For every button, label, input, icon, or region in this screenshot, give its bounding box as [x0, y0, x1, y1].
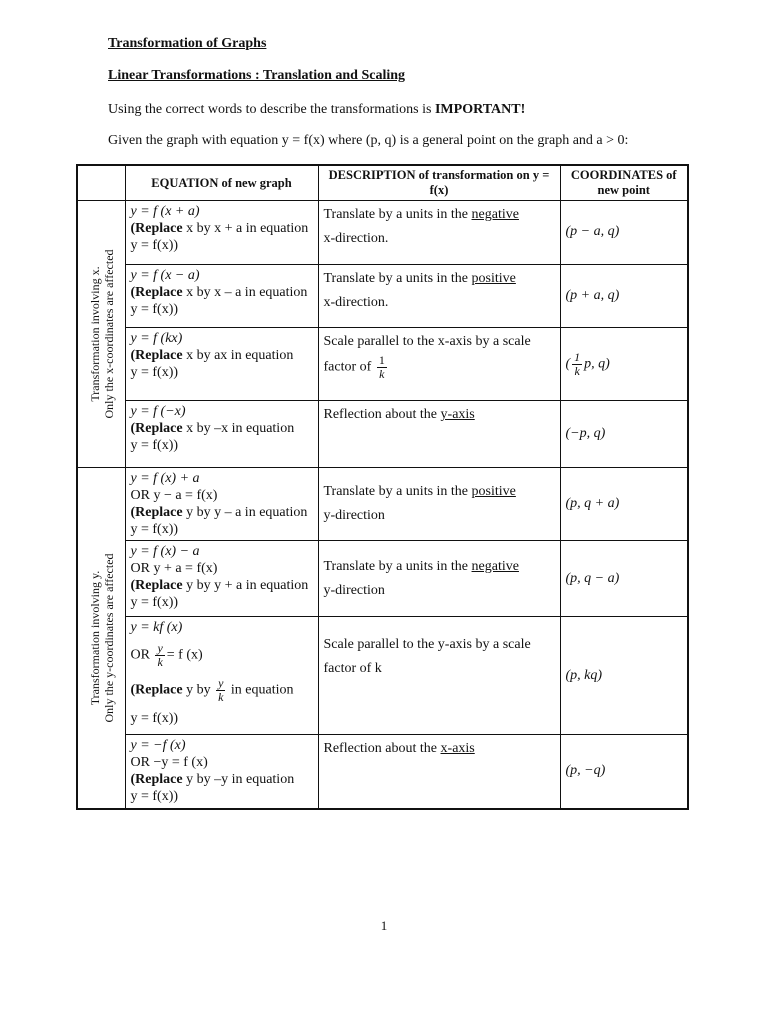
desc-direction: positive — [471, 484, 516, 499]
replace-label: (Replace — [130, 772, 183, 787]
transformations-table — [76, 164, 689, 810]
replace-text: y by y – a in equation — [182, 505, 308, 520]
description-cell — [318, 541, 560, 617]
replace-text: x by x – a in equation — [182, 284, 308, 300]
replace-label: (Replace — [130, 221, 183, 236]
description-cell — [318, 201, 560, 265]
equation-tail: y = f(x)) — [130, 522, 179, 537]
desc-axis: x-direction. — [323, 294, 389, 310]
group-y-line2: Only the y-coordinates are affected — [102, 553, 116, 723]
equation-tail: y = f(x)) — [130, 711, 179, 726]
equation-or-rest: = f (x) — [166, 647, 203, 663]
desc-factor: factor of k — [323, 661, 382, 676]
frac-denominator: k — [218, 690, 224, 704]
replace-label: (Replace — [130, 505, 183, 520]
equation-main: y = −f (x) — [130, 738, 186, 753]
equation-tail: y = f(x)) — [130, 789, 179, 804]
table-row — [77, 401, 688, 468]
header-coordinates: COORDINATES of new point — [560, 165, 688, 201]
fraction-one-over-k — [377, 354, 387, 381]
desc-axis: x-axis — [440, 741, 475, 756]
desc-text: Translate by a units in the — [323, 207, 472, 222]
frac-denominator: k — [379, 367, 385, 382]
header-blank — [77, 165, 125, 201]
equation-tail: y = f(x)) — [130, 438, 179, 454]
equation-tail: y = f(x)) — [130, 238, 179, 253]
intro-important: IMPORTANT! — [434, 102, 526, 117]
group-y-label — [77, 468, 125, 809]
replace-text: x by x + a in equation — [182, 221, 309, 236]
coordinate-cell: (−p, q) — [560, 401, 688, 468]
header-row — [77, 165, 688, 201]
equation-tail: y = f(x)) — [130, 365, 179, 381]
equation-tail: y = f(x)) — [130, 595, 179, 610]
document-title: Transformation of Graphs — [108, 36, 267, 51]
coordinate-cell: (p, q − a) — [560, 541, 688, 617]
coord-frac-denominator: k — [574, 363, 580, 378]
intro-text: Using the correct words to describe the transformations is — [108, 102, 435, 117]
replace-label: (Replace — [130, 348, 183, 364]
coordinate-cell: (p, q + a) — [560, 468, 688, 541]
description-cell — [318, 328, 560, 401]
equation-cell — [125, 264, 318, 328]
equation-main: y = f (−x) — [130, 404, 186, 420]
equation-or: OR y − a = f(x) — [130, 488, 218, 503]
replace-text: in equation — [227, 682, 294, 698]
table-row — [77, 617, 688, 735]
frac-numerator: y — [157, 641, 163, 655]
group-y-line1: Transformation involving y. — [88, 570, 102, 705]
equation-or: OR y + a = f(x) — [130, 561, 218, 576]
coord-fraction — [572, 351, 582, 378]
description-cell — [318, 735, 560, 809]
equation-main: y = f (kx) — [130, 331, 183, 347]
equation-cell — [125, 201, 318, 265]
coordinate-cell — [560, 328, 688, 401]
equation-cell — [125, 468, 318, 541]
equation-or: OR −y = f (x) — [130, 755, 208, 770]
given-paragraph: Given the graph with equation y = f(x) where (p, q) is a general point on the graph and a > 0: — [108, 133, 629, 148]
replace-text: x by –x in equation — [182, 421, 295, 437]
equation-cell — [125, 735, 318, 809]
replace-label: (Replace — [130, 682, 183, 698]
table-row — [77, 201, 688, 265]
replace-label: (Replace — [130, 421, 183, 437]
group-x-line1: Transformation involving x. — [88, 266, 102, 402]
equation-cell — [125, 328, 318, 401]
desc-axis: y-axis — [440, 407, 475, 423]
equation-cell — [125, 401, 318, 468]
equation-cell — [125, 617, 318, 735]
coordinate-cell: (p + a, q) — [560, 264, 688, 328]
replace-text: x by ax in equation — [182, 348, 294, 364]
desc-text: Reflection about the — [323, 741, 441, 756]
group-x-line2: Only the x-coordinates are affected — [102, 249, 116, 419]
description-cell — [318, 264, 560, 328]
replace-label: (Replace — [130, 578, 183, 593]
table-row — [77, 328, 688, 401]
description-cell — [318, 401, 560, 468]
coord-open: ( — [565, 356, 571, 372]
header-equation: EQUATION of new graph — [125, 165, 318, 201]
equation-cell — [125, 541, 318, 617]
header-description: DESCRIPTION of transformation on y = f(x) — [318, 165, 560, 201]
frac-numerator: 1 — [378, 353, 385, 368]
coord-rest: p, q) — [584, 356, 610, 372]
coord-frac-numerator: 1 — [574, 349, 581, 364]
fraction-y-over-k — [155, 642, 164, 669]
table-row — [77, 735, 688, 809]
intro-paragraph — [108, 102, 525, 118]
desc-direction: negative — [471, 558, 519, 574]
equation-main: y = f (x + a) — [130, 204, 200, 219]
desc-axis: y-direction — [323, 508, 385, 523]
group-x-label — [77, 201, 125, 468]
desc-axis: y-direction — [323, 582, 385, 598]
desc-factor: factor of — [323, 360, 372, 376]
coordinate-cell: (p, kq) — [560, 617, 688, 735]
equation-or-label: OR — [130, 647, 150, 663]
replace-text: y by –y in equation — [182, 772, 295, 787]
replace-text: y by y + a in equation — [182, 578, 309, 593]
replace-fraction — [216, 677, 225, 704]
desc-text: Translate by a units in the — [323, 558, 472, 574]
replace-label: (Replace — [130, 284, 183, 300]
coordinate-cell: (p, −q) — [560, 735, 688, 809]
desc-text: Translate by a units in the — [323, 270, 472, 286]
frac-numerator: y — [218, 676, 224, 690]
desc-text: Translate by a units in the — [323, 484, 472, 499]
page-number: 1 — [380, 918, 388, 933]
equation-main: y = f (x − a) — [130, 267, 200, 283]
desc-direction: negative — [471, 207, 519, 222]
desc-text: Scale parallel to the y-axis by a scale — [323, 637, 531, 652]
desc-text: Reflection about the — [323, 407, 441, 423]
table-row — [77, 264, 688, 328]
equation-main: y = kf (x) — [130, 620, 183, 635]
desc-axis: x-direction. — [323, 231, 389, 246]
frac-denominator: k — [157, 655, 163, 669]
equation-main: y = f (x) − a — [130, 544, 200, 559]
description-cell — [318, 617, 560, 735]
table-row — [77, 468, 688, 541]
table-row — [77, 541, 688, 617]
document-subtitle: Linear Transformations : Translation and Scaling — [108, 68, 406, 83]
desc-direction: positive — [471, 270, 516, 286]
coordinate-cell: (p − a, q) — [560, 201, 688, 265]
equation-main: y = f (x) + a — [130, 471, 200, 486]
desc-text: Scale parallel to the x-axis by a scale — [323, 334, 531, 350]
replace-mid: y by — [182, 682, 211, 698]
description-cell — [318, 468, 560, 541]
equation-tail: y = f(x)) — [130, 301, 179, 317]
